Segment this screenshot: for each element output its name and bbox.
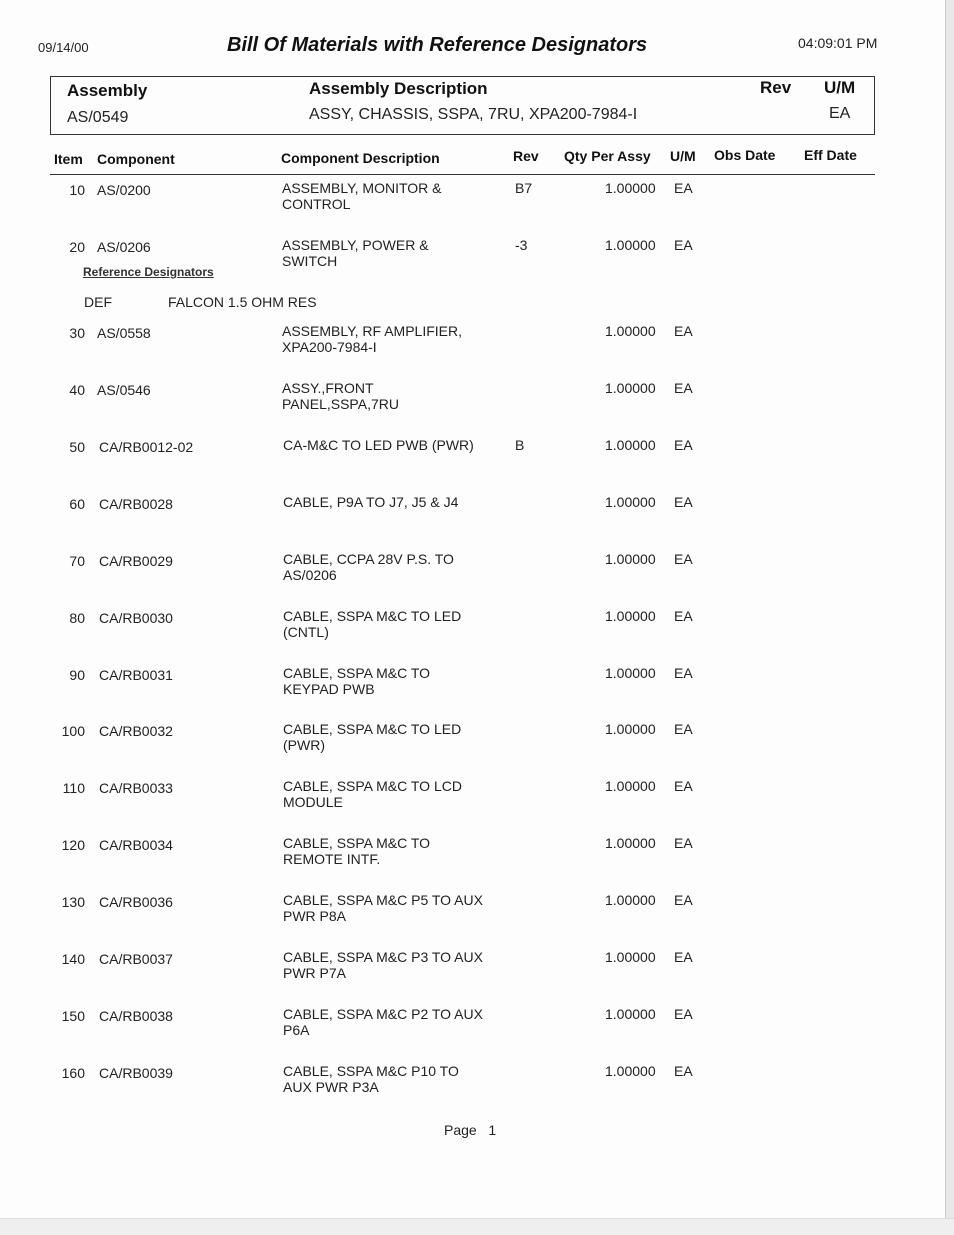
row-item: 100 (61, 723, 85, 739)
row-component: CA/RB0029 (99, 553, 173, 569)
report-time: 04:09:01 PM (798, 35, 878, 51)
row-um: EA (674, 551, 693, 567)
row-rev: B7 (515, 180, 533, 196)
row-description: CABLE, SSPA M&C P2 TO AUX P6A (283, 1006, 483, 1038)
row-qty: 1.00000 (605, 237, 656, 253)
row-description: CABLE, SSPA M&C TO KEYPAD PWB (283, 665, 431, 697)
col-um: U/M (670, 148, 696, 164)
row-item: 120 (61, 837, 85, 853)
row-item: 40 (69, 382, 85, 398)
row-qty: 1.00000 (605, 892, 656, 908)
row-um: EA (674, 380, 693, 396)
row-description: ASSEMBLY, POWER & SWITCH (282, 237, 429, 269)
table-row (0, 892, 954, 949)
row-item: 150 (61, 1008, 85, 1024)
row-qty: 1.00000 (605, 323, 656, 339)
row-component: AS/0558 (97, 325, 151, 341)
row-um: EA (674, 237, 693, 253)
table-row (0, 323, 954, 380)
row-description: ASSEMBLY, RF AMPLIFIER, XPA200-7984-I (282, 323, 462, 355)
scan-edge (945, 0, 954, 1235)
row-item: 30 (69, 325, 85, 341)
assembly-um-label: U/M (824, 78, 856, 97)
row-um: EA (674, 180, 693, 196)
row-um: EA (674, 892, 693, 908)
row-qty: 1.00000 (605, 608, 656, 624)
row-description: CABLE, SSPA M&C P10 TO AUX PWR P3A (283, 1063, 459, 1095)
col-item: Item (54, 151, 83, 167)
row-um: EA (674, 949, 693, 965)
table-row (0, 494, 954, 551)
row-qty: 1.00000 (605, 778, 656, 794)
row-um: EA (674, 1063, 693, 1079)
row-qty: 1.00000 (605, 665, 656, 681)
row-component: AS/0200 (97, 182, 151, 198)
table-row (0, 949, 954, 1006)
page-label: Page (444, 1122, 477, 1138)
row-component: CA/RB0038 (99, 1008, 173, 1024)
row-item: 50 (69, 439, 85, 455)
table-row (0, 608, 954, 665)
row-component: AS/0546 (97, 382, 151, 398)
row-item: 70 (69, 553, 85, 569)
row-qty: 1.00000 (605, 180, 656, 196)
assembly-description-label: Assembly Description (309, 79, 488, 98)
row-item: 20 (69, 239, 85, 255)
row-qty: 1.00000 (605, 551, 656, 567)
scan-bottom-edge (0, 1218, 954, 1235)
assembly-number: AS/0549 (67, 109, 129, 126)
row-description: CABLE, SSPA M&C P3 TO AUX PWR P7A (283, 949, 483, 981)
row-um: EA (674, 494, 693, 510)
row-description: ASSEMBLY, MONITOR & CONTROL (282, 180, 442, 212)
assembly-rev-label: Rev (760, 78, 792, 97)
col-component: Component (97, 151, 175, 167)
row-item: 10 (69, 182, 85, 198)
row-um: EA (674, 1006, 693, 1022)
row-description: ASSY.,FRONT PANEL,SSPA,7RU (282, 380, 399, 412)
row-item: 60 (69, 496, 85, 512)
row-qty: 1.00000 (605, 835, 656, 851)
assembly-label: Assembly (67, 81, 148, 100)
row-component: CA/RB0028 (99, 496, 173, 512)
row-qty: 1.00000 (605, 949, 656, 965)
row-component: CA/RB0037 (99, 951, 173, 967)
row-qty: 1.00000 (605, 1063, 656, 1079)
page-value: 1 (488, 1122, 497, 1138)
row-description: CABLE, P9A TO J7, J5 & J4 (283, 494, 459, 510)
col-qty: Qty Per Assy (564, 148, 651, 164)
row-description: CABLE, CCPA 28V P.S. TO AS/0206 (283, 551, 454, 583)
row-component: CA/RB0034 (99, 837, 173, 853)
row-um: EA (674, 835, 693, 851)
row-description: CABLE, SSPA M&C TO LCD MODULE (283, 778, 462, 810)
row-component: CA/RB0012-02 (99, 439, 194, 455)
table-row (0, 1006, 954, 1063)
col-obs-date: Obs Date (714, 147, 776, 163)
row-item: 160 (61, 1065, 85, 1081)
table-row (0, 721, 954, 778)
row-um: EA (674, 608, 693, 624)
table-row (0, 551, 954, 608)
table-row (0, 380, 954, 437)
row-um: EA (674, 437, 693, 453)
row-component: CA/RB0039 (99, 1065, 173, 1081)
row-item: 80 (69, 610, 85, 626)
row-description: CA-M&C TO LED PWB (PWR) (283, 437, 474, 453)
row-qty: 1.00000 (605, 721, 656, 737)
row-rev: B (515, 437, 525, 453)
row-item: 140 (61, 951, 85, 967)
row-rev: -3 (515, 237, 528, 253)
table-row (0, 778, 954, 835)
row-um: EA (674, 721, 693, 737)
row-component: CA/RB0036 (99, 894, 173, 910)
row-item: 130 (61, 894, 85, 910)
reference-designator-code: DEF (84, 294, 112, 310)
assembly-um: EA (829, 105, 851, 122)
row-um: EA (674, 323, 693, 339)
row-component: CA/RB0031 (99, 667, 173, 683)
report-date: 09/14/00 (38, 40, 89, 55)
row-qty: 1.00000 (605, 1006, 656, 1022)
row-item: 110 (62, 780, 85, 796)
table-row (0, 1063, 954, 1120)
reference-designators-label: Reference Designators (83, 265, 214, 279)
row-description: CABLE, SSPA M&C TO LED (PWR) (283, 721, 462, 753)
row-component: CA/RB0030 (99, 610, 173, 626)
page-number (444, 1122, 496, 1138)
assembly-description: ASSY, CHASSIS, SSPA, 7RU, XPA200-7984-I (309, 106, 638, 123)
reference-designator-text: FALCON 1.5 OHM RES (168, 294, 317, 310)
row-description: CABLE, SSPA M&C TO REMOTE INTF. (283, 835, 431, 867)
row-um: EA (674, 665, 693, 681)
table-row (0, 665, 954, 722)
row-component: CA/RB0032 (99, 723, 173, 739)
col-rev: Rev (513, 148, 539, 164)
row-component: AS/0206 (97, 239, 151, 255)
row-description: CABLE, SSPA M&C TO LED (CNTL) (283, 608, 462, 640)
row-qty: 1.00000 (605, 380, 656, 396)
header-rule (50, 174, 875, 175)
row-component: CA/RB0033 (99, 780, 173, 796)
table-row (0, 437, 954, 494)
row-qty: 1.00000 (605, 437, 656, 453)
col-description: Component Description (281, 150, 440, 166)
table-row (0, 180, 954, 237)
row-item: 90 (69, 667, 85, 683)
report-title: Bill Of Materials with Reference Designators (227, 34, 648, 56)
table-row (0, 835, 954, 892)
row-description: CABLE, SSPA M&C P5 TO AUX PWR P8A (283, 892, 483, 924)
col-eff-date: Eff Date (804, 147, 857, 163)
row-qty: 1.00000 (605, 494, 656, 510)
row-um: EA (674, 778, 693, 794)
